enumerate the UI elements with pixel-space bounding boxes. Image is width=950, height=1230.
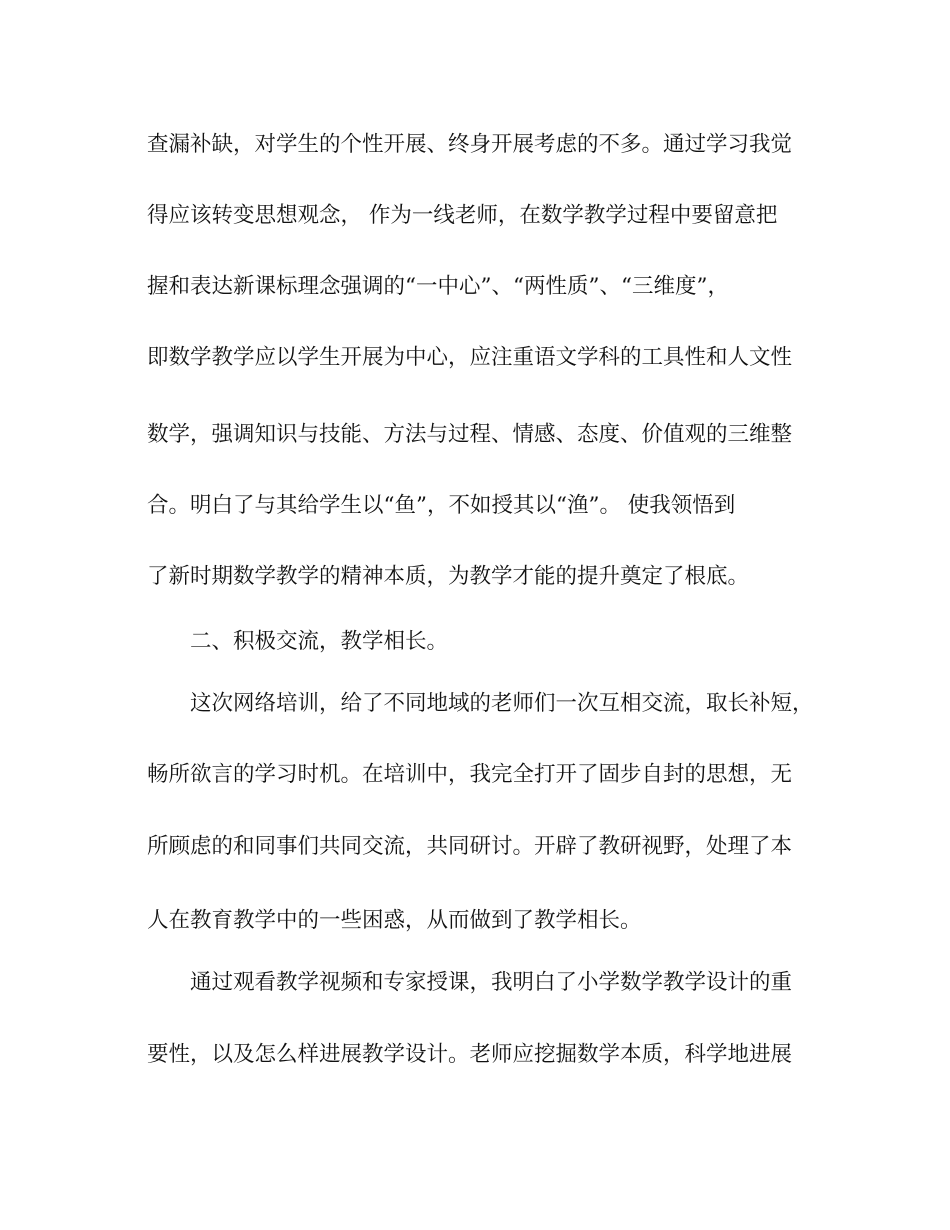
text-line-5: 数学，强调知识与技能、方法与过程、情感、态度、价值观的三维整 [147,422,793,447]
text-line-1: 查漏补缺，对学生的个性开展、终身开展考虑的不多。通过学习我觉 [147,132,793,157]
text-line-13: 通过观看教学视频和专家授课，我明白了小学数学教学设计的重 [190,970,793,995]
text-line-10: 畅所欲言的学习时机。在培训中，我完全打开了固步自封的思想，无 [147,762,793,787]
text-line-7: 了新时期数学教学的精神本质，为教学才能的提升奠定了根底。 [147,564,750,589]
text-line-3: 握和表达新课标理念强调的“一中心”、“两性质”、“三维度”， [147,274,729,299]
text-line-14: 要性，以及怎么样进展教学设计。老师应挖掘数学本质，科学地进展 [147,1042,793,1067]
text-line-2: 得应该转变思想观念， 作为一线老师，在数学教学过程中要留意把 [147,203,778,228]
text-line-6: 合。明白了与其给学生以“鱼”，不如授其以“渔”。 使我领悟到 [147,493,736,518]
text-line-11: 所顾虑的和同事们共同交流，共同研讨。开辟了教研视野，处理了本 [147,834,793,859]
text-line-9: 这次网络培训，给了不同地域的老师们一次互相交流，取长补短， [190,691,814,716]
text-line-12: 人在教育教学中的一些困惑，从而做到了教学相长。 [147,908,642,933]
text-line-4: 即数学教学应以学生开展为中心，应注重语文学科的工具性和人文性 [147,345,793,370]
section-heading: 二、积极交流，教学相长。 [190,629,449,654]
